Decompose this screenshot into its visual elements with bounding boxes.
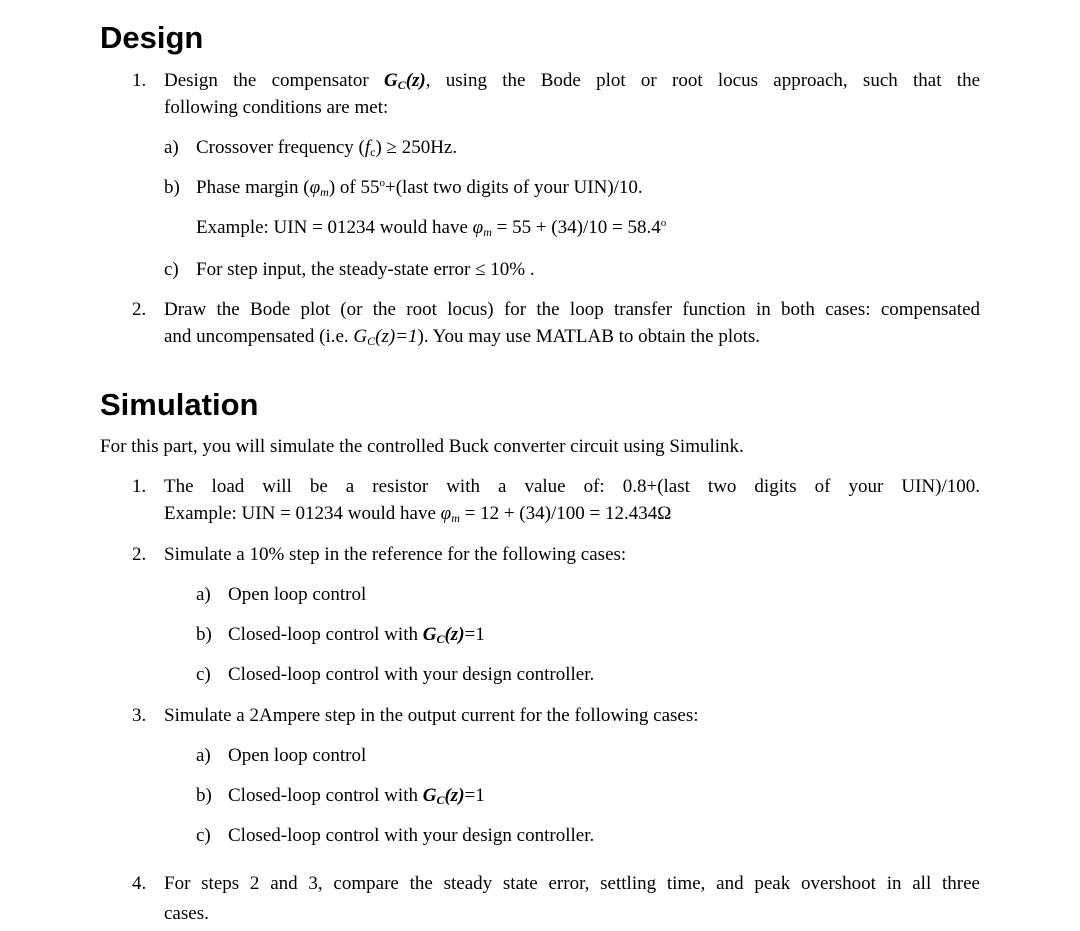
list-marker: c) <box>196 664 211 685</box>
condition-crossover: Crossover frequency $(f_c) \ge 250Hz$. <box>196 137 458 159</box>
list-marker: a) <box>196 584 211 605</box>
list-marker: c) <box>196 825 211 846</box>
list-number: 1. <box>132 476 147 497</box>
list-marker: a) <box>196 745 211 766</box>
case-open-loop: Open loop control <box>228 745 367 766</box>
simulation-item-4-line-2: cases. <box>164 903 209 924</box>
list-number: 2. <box>132 544 147 565</box>
design-heading: Design <box>100 20 204 55</box>
list-number: 1. <box>132 70 147 91</box>
list-marker: b) <box>196 785 212 806</box>
simulation-item-4-line-1: For steps 2 and 3, compare the steady state error, settling time, and peak overshoot in all three <box>164 873 980 894</box>
design-item-1-line-2: following conditions are met: <box>164 97 389 118</box>
simulation-intro: For this part, you will simulate the controlled Buck converter circuit using Simulink. <box>100 436 744 457</box>
design-item-2-line-1: Draw the Bode plot (or the root locus) for the loop transfer function in both cases: compensated <box>164 299 980 320</box>
simulation-heading: Simulation <box>100 387 259 422</box>
list-number: 2. <box>132 299 147 320</box>
simulation-item-1-line-2: Example: UIN = 01234 would have $\varphi_m = 12 + (34)/100 = 12.434\Omega$ <box>164 503 672 525</box>
simulation-item-3: Simulate a 2Ampere step in the output current for the following cases: <box>164 705 699 726</box>
list-marker: c) <box>164 259 179 280</box>
condition-steady-state: For step input, the steady-state error ≤ 10% . <box>196 259 535 280</box>
simulation-item-2: Simulate a 10% step in the reference for the following cases: <box>164 544 627 565</box>
design-item-1-line-1: Design the compensator $G_C(z)$, using the Bode plot or root locus approach, such that the <box>164 70 981 92</box>
design-item-2-line-2: and uncompensated (i.e. $G_C(z)=1$). You may use MATLAB to obtain the plots. <box>164 326 761 348</box>
case-closed-loop-unity: Closed-loop control with $G_C(z)=1$ <box>228 624 485 646</box>
case-open-loop: Open loop control <box>228 584 367 605</box>
case-closed-loop-design: Closed-loop control with your design controller. <box>228 825 595 846</box>
list-marker: a) <box>164 137 179 158</box>
case-closed-loop-unity: Closed-loop control with $G_C(z)=1$ <box>228 785 485 807</box>
phase-margin-example: Example: UIN = 01234 would have $\varphi_m = 55 + (34)/10 = 58.4^o$ <box>196 217 667 239</box>
condition-phase-margin: Phase margin $(\varphi_m)$ of $55^o+(last$ two digits of your UIN)/10. <box>196 177 643 199</box>
list-marker: b) <box>196 624 212 645</box>
case-closed-loop-design: Closed-loop control with your design controller. <box>228 664 595 685</box>
list-number: 4. <box>132 873 147 894</box>
simulation-item-1-line-1: The load will be a resistor with a value of: 0.8+(last two digits of your UIN)/100. <box>164 476 980 497</box>
list-number: 3. <box>132 705 147 726</box>
list-marker: b) <box>164 177 180 198</box>
